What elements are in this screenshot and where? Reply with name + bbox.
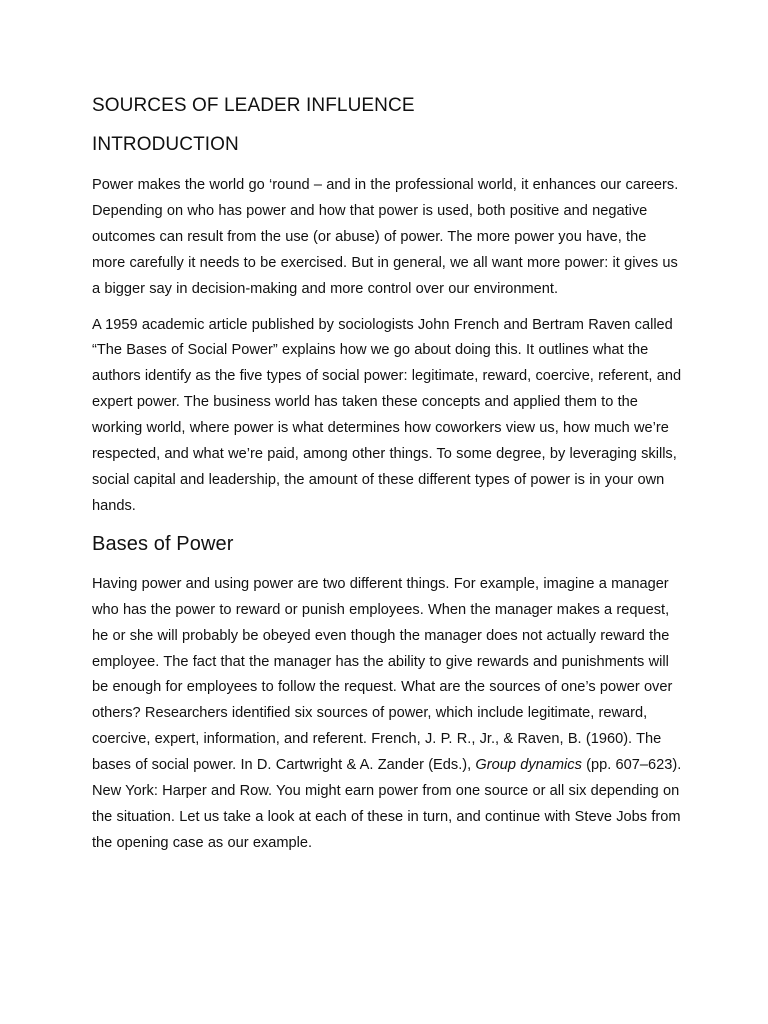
section-heading-bases-of-power: Bases of Power — [92, 532, 234, 555]
book-title-italic: Group dynamics — [475, 757, 582, 774]
document-title: SOURCES OF LEADER INFLUENCE — [92, 95, 415, 116]
bases-paragraph-text-end: (pp. 607–623). New York: Harper and Row. You might earn power from one source or all six depending on the situation. Let us take a look at each of these in turn, and continue with Steve Jobs from the opening case as our example. — [92, 757, 682, 851]
introduction-paragraph-1: Power makes the world go ‘round – and in the professional world, it enhances our careers. Depending on who has power and how that power is used, both positive and negative outcomes can result from the use (or abuse) of power. The more power you have, the more carefully it needs to be exercised. But in general, we all want more power: it gives us a bigger say in decision-making and more control over our environment. — [92, 177, 679, 297]
section-heading-introduction: INTRODUCTION — [92, 134, 239, 155]
introduction-paragraph-2: A 1959 academic article published by sociologists John French and Bertram Raven called “The Bases of Social Power” explains how we go about doing this. It outlines what the authors identify as the five types of social power: legitimate, reward, coercive, referent, and expert power. The business world has taken these concepts and applied them to the working world, where power is what determines how coworkers view us, how much we’re respected, and what we’re paid, among other things. To some degree, by leveraging skills, social capital and leadership, the amount of these different types of power is in your own hands. — [92, 316, 682, 514]
document-page — [92, 92, 682, 867]
bases-of-power-paragraph — [92, 572, 682, 857]
bases-paragraph-text-start: Having power and using power are two different things. For example, imagine a manager who has the power to reward or punish employees. When the manager makes a request, he or she will probably be obeyed even though the manager does not actually reward the employee. The fact that the manager has the ability to give rewards and punishments will be enough for employees to follow the request. What are the sources of one’s power over others? Researchers identified six sources of power, which include legitimate, reward, coercive, expert, information, and referent. French, J. P. R., Jr., & Raven, B. (1960). The bases of social power. In D. Cartwright & A. Zander (Eds.), — [92, 575, 673, 774]
